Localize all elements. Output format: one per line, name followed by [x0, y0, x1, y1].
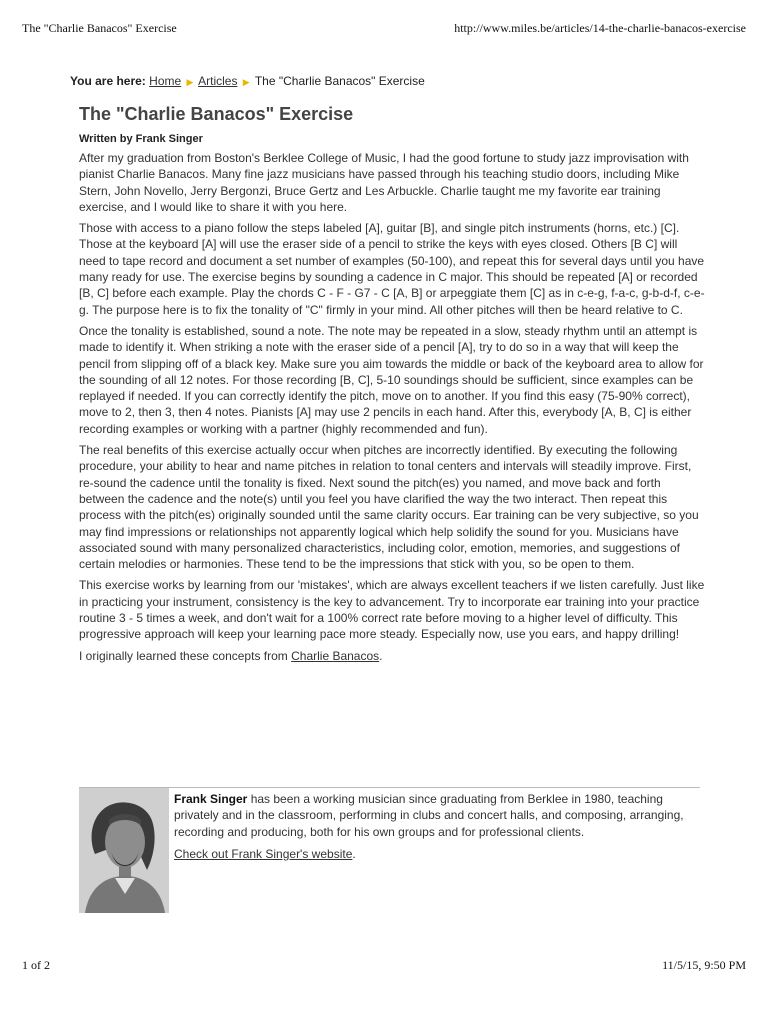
- article-byline: Written by Frank Singer: [79, 133, 203, 145]
- print-header-title: The "Charlie Banacos" Exercise: [22, 21, 177, 35]
- article-paragraph: The real benefits of this exercise actually occur when pitches are incorrectly identified. By executing the following procedure, your ability to hear and name pitches in relation to tonal centers and intervals will steadily improve. First, re-sound the cadence until the tonality is fixed. Next sound the pitch(es) you named, and move back and forth between the cadence and the note(s) until you feel you have clarified the way the two interact. Then repeat this process with the pitch(es) originally sounded until the same clarity occurs. Ear training can be very subjective, so you may find impressions or relationships not apparently logical which help solidify the sound for you. Musicians have associated sound with many personalized characteristics, including color, emotion, memories, and suggestions of certain melodies or harmonies. These tend to be the impressions that stick with you, so be open to them.: [79, 443, 699, 572]
- print-header-url: http://www.miles.be/articles/14-the-charlie-banacos-exercise: [454, 21, 746, 35]
- breadcrumb-label: You are here:: [70, 74, 146, 88]
- article-body: [79, 150, 705, 669]
- breadcrumb-home-link[interactable]: Home: [149, 74, 182, 88]
- author-portrait-icon: [79, 788, 169, 913]
- author-bio-text: [174, 791, 700, 840]
- arrow-right-icon: ▶: [242, 77, 250, 87]
- print-header: [22, 21, 746, 36]
- breadcrumb: [70, 74, 425, 88]
- closing-text: I originally learned these concepts from: [79, 648, 292, 663]
- author-name: Frank Singer: [174, 792, 248, 806]
- breadcrumb-articles-link[interactable]: Articles: [198, 74, 238, 88]
- arrow-right-icon: ▶: [186, 77, 194, 87]
- print-footer: [22, 958, 746, 973]
- article-paragraph: Once the tonality is established, sound a note. The note may be repeated in a slow, steady rhythm until an attempt is made to identify it. When striking a note with the eraser side of a pencil [A], try to do so in a way that will keep the pencil from slipping off of a black key. Make sure you aim towards the middle or back of the keyboard area to allow for the sounding of all 12 notes. For those recording [B, C], 5-10 soundings should be sufficient, since examples can be replayed if needed. If you can correctly identify the pitch, move on to another. If you find this easy (75-90% correct), move to 2, then 3, then 4 notes. Pianists [A] may use 2 pencils in each hand. After this, everybody [A, B, C] is either recording examples or working with a partner (highly recommended and fun).: [79, 323, 704, 436]
- author-box: [79, 787, 700, 915]
- author-website: [174, 846, 700, 862]
- breadcrumb-current: The "Charlie Banacos" Exercise: [254, 74, 425, 88]
- article-title: The "Charlie Banacos" Exercise: [79, 104, 354, 124]
- author-photo: [79, 788, 169, 913]
- article-closing: [79, 648, 705, 664]
- print-datetime: 11/5/15, 9:50 PM: [662, 958, 746, 972]
- author-bio: [174, 791, 700, 868]
- author-website-link[interactable]: Check out Frank Singer's website: [174, 846, 353, 861]
- page-count: 1 of 2: [22, 958, 50, 972]
- author-website-period: .: [352, 846, 356, 861]
- closing-period: .: [379, 648, 383, 663]
- article-paragraph: Those with access to a piano follow the steps labeled [A], guitar [B], and single pitch instruments (horns, etc.) [C]. Those at the keyboard [A] will use the eraser side of a pencil to strike the keys with eyes closed. Others [B C] will need to tape record and document a set number of examples (50-100), and repeat this for several days until you have many ready for use. The exercise begins by sounding a cadence in C major. This should be repeated [A] or recorded [B, C] before each example. Play the chords C - F - G7 - C [A, B] or arpeggiate them [C] as in c-e-g, f-a-c, g-b-d-f, c-e-g. The purpose here is to fix the tonality of "C" firmly in your mind. All other pitches will then be heard relative to C.: [79, 221, 705, 317]
- article-paragraph: After my graduation from Boston's Berklee College of Music, I had the good fortune to study jazz improvisation with pianist Charlie Banacos. Many fine jazz musicians have passed through his teaching studio doors, including Mike Stern, John Novello, Jerry Bergonzi, Bruce Gertz and Les Arbuckle. Charlie taught me my favorite ear training exercise, and I would like to share it with you here.: [79, 151, 689, 214]
- charlie-banacos-link[interactable]: Charlie Banacos: [291, 648, 380, 663]
- author-bio-body: has been a working musician since graduating from Berklee in 1980, teaching privately and in the classroom, performing in clubs and concert halls, and composing, arranging, recording and producing, both for his own groups and for professional clients.: [174, 792, 684, 839]
- article-paragraph: This exercise works by learning from our 'mistakes', which are always excellent teachers if we listen carefully. Just like in practicing your instrument, consistency is the key to advancement. Try to incorporate ear training into your practice routine 3 - 5 times a week, and don't wait for a 100% correct rate before moving to a higher level of difficulty. This progressive approach will keep your learning pace more steady. Especially now, use you ears, and happy drilling!: [79, 578, 705, 642]
